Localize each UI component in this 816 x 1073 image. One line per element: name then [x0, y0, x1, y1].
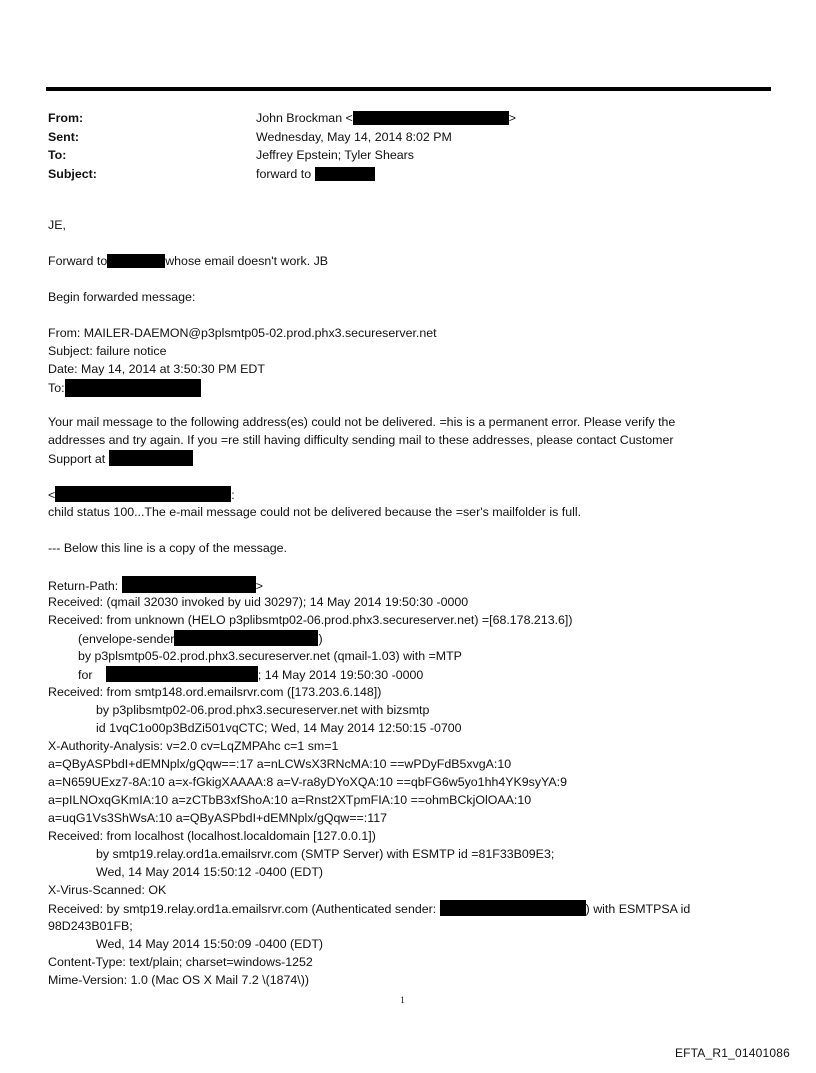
received-3: Received: from smtp148.ord.emailsrvr.com ([173.203.6.148]): [48, 685, 382, 699]
by-smtp19: by smtp19.relay.ord1a.emailsrvr.com (SMTP Server) with ESMTP id =81F33B09E3;: [96, 847, 555, 861]
id-line: id 1vqC1o00p3BdZi501vqCTC; Wed, 14 May 2014 12:50:15 -0700: [96, 721, 462, 735]
auth-line-1: a=QByASPbdI+dEMNplx/gQqw==:17 a=nLCWsX3RNcMA:10 ==wPDyFdB5xvgA:10: [48, 757, 512, 771]
redaction-block: [353, 111, 509, 125]
below-line: --- Below this line is a copy of the message.: [48, 541, 287, 555]
redaction-block: [315, 167, 375, 181]
redaction-block: [107, 254, 165, 268]
from-label: From:: [48, 111, 84, 125]
envelope-sender: (envelope-sender ): [78, 632, 323, 646]
received-2: Received: from unknown (HELO p3plibsmtp02-06.prod.phx3.secureserver.net) =[68.178.213.6]): [48, 613, 573, 627]
redaction-block: [440, 900, 586, 916]
for-line: for ; 14 May 2014 19:50:30 -0000: [78, 668, 424, 682]
return-path: Return-Path: >: [48, 576, 263, 594]
received-5: Received: by smtp19.relay.ord1a.emailsrvr.com (Authenticated sender: ) with ESMTPSA id: [48, 902, 691, 916]
page-number: 1: [400, 996, 405, 1006]
greeting: JE,: [48, 218, 66, 232]
x-authority: X-Authority-Analysis: v=2.0 cv=LqZMPAhc c=1 sm=1: [48, 739, 339, 753]
child-status: child status 100...The e-mail message could not be delivered because the =ser's mailfolder is full.: [48, 505, 582, 519]
redaction-block: [109, 450, 193, 466]
failed-address: < :: [48, 488, 235, 502]
wed-line-2: Wed, 14 May 2014 15:50:09 -0400 (EDT): [96, 937, 324, 951]
by-p3plsmtp: by p3plsmtp05-02.prod.phx3.secureserver.net (qmail-1.03) with =MTP: [78, 649, 462, 663]
forward-note: Forward to whose email doesn't work. JB: [48, 254, 329, 268]
received-4: Received: from localhost (localhost.localdomain [127.0.0.1]): [48, 829, 376, 843]
subject-value: forward to: [256, 166, 315, 181]
fwd-subject: Subject: failure notice: [48, 344, 167, 358]
begin-forwarded: Begin forwarded message:: [48, 290, 196, 304]
redaction-block: [122, 576, 256, 593]
received-1: Received: (qmail 32030 invoked by uid 30297); 14 May 2014 19:50:30 -0000: [48, 595, 469, 609]
notice-line-1: Your mail message to the following address(es) could not be delivered. =his is a permanent error. Please verify the: [48, 415, 676, 429]
from-value: John Brockman <: [256, 111, 353, 125]
to-label: To:: [48, 148, 67, 162]
sent-value: Wednesday, May 14, 2014 8:02 PM: [256, 129, 452, 144]
to-value: Jeffrey Epstein; Tyler Shears: [256, 148, 414, 162]
redaction-block: [55, 486, 231, 502]
subject-label: Subject:: [48, 166, 97, 181]
fwd-to: To:: [48, 379, 201, 397]
header-rule: [46, 87, 771, 91]
x-virus: X-Virus-Scanned: OK: [48, 883, 167, 897]
wed-line-1: Wed, 14 May 2014 15:50:12 -0400 (EDT): [96, 865, 324, 879]
auth-line-3: a=pILNOxqGKmIA:10 a=zCTbB3xfShoA:10 a=Rnst2XTpmFIA:10 ==ohmBCkjOlOAA:10: [48, 793, 532, 807]
mime-version: Mime-Version: 1.0 (Mac OS X Mail 7.2 \(1874\)): [48, 973, 309, 987]
redaction-block: [174, 630, 318, 646]
sent-label: Sent:: [48, 129, 79, 144]
fwd-date: Date: May 14, 2014 at 3:50:30 PM EDT: [48, 362, 265, 376]
auth-line-4: a=uqG1Vs3ShWsA:10 a=QByASPbdI+dEMNplx/gQqw==:117: [48, 811, 387, 825]
notice-line-3: Support at: [48, 450, 193, 467]
notice-line-2: addresses and try again. If you =re still having difficulty sending mail to these addresses, please contact Customer: [48, 433, 674, 447]
esmtpsa-id: 98D243B01FB;: [48, 919, 133, 933]
auth-line-2: a=N659UExz7-8A:10 a=x-fGkigXAAAA:8 a=V-ra8yDYoXQA:10 ==qbFG6w5yo1hh4YK9syYA:9: [48, 775, 567, 789]
redaction-block: [106, 666, 258, 682]
fwd-from: From: MAILER-DAEMON@p3plsmtp05-02.prod.phx3.secureserver.net: [48, 326, 437, 340]
bates-number: EFTA_R1_01401086: [674, 1046, 790, 1060]
redaction-block: [65, 379, 201, 397]
from-close: >: [508, 111, 517, 125]
by-bizsmtp: by p3plibsmtp02-06.prod.phx3.secureserver.net with bizsmtp: [96, 703, 430, 717]
content-type: Content-Type: text/plain; charset=windows-1252: [48, 955, 313, 969]
